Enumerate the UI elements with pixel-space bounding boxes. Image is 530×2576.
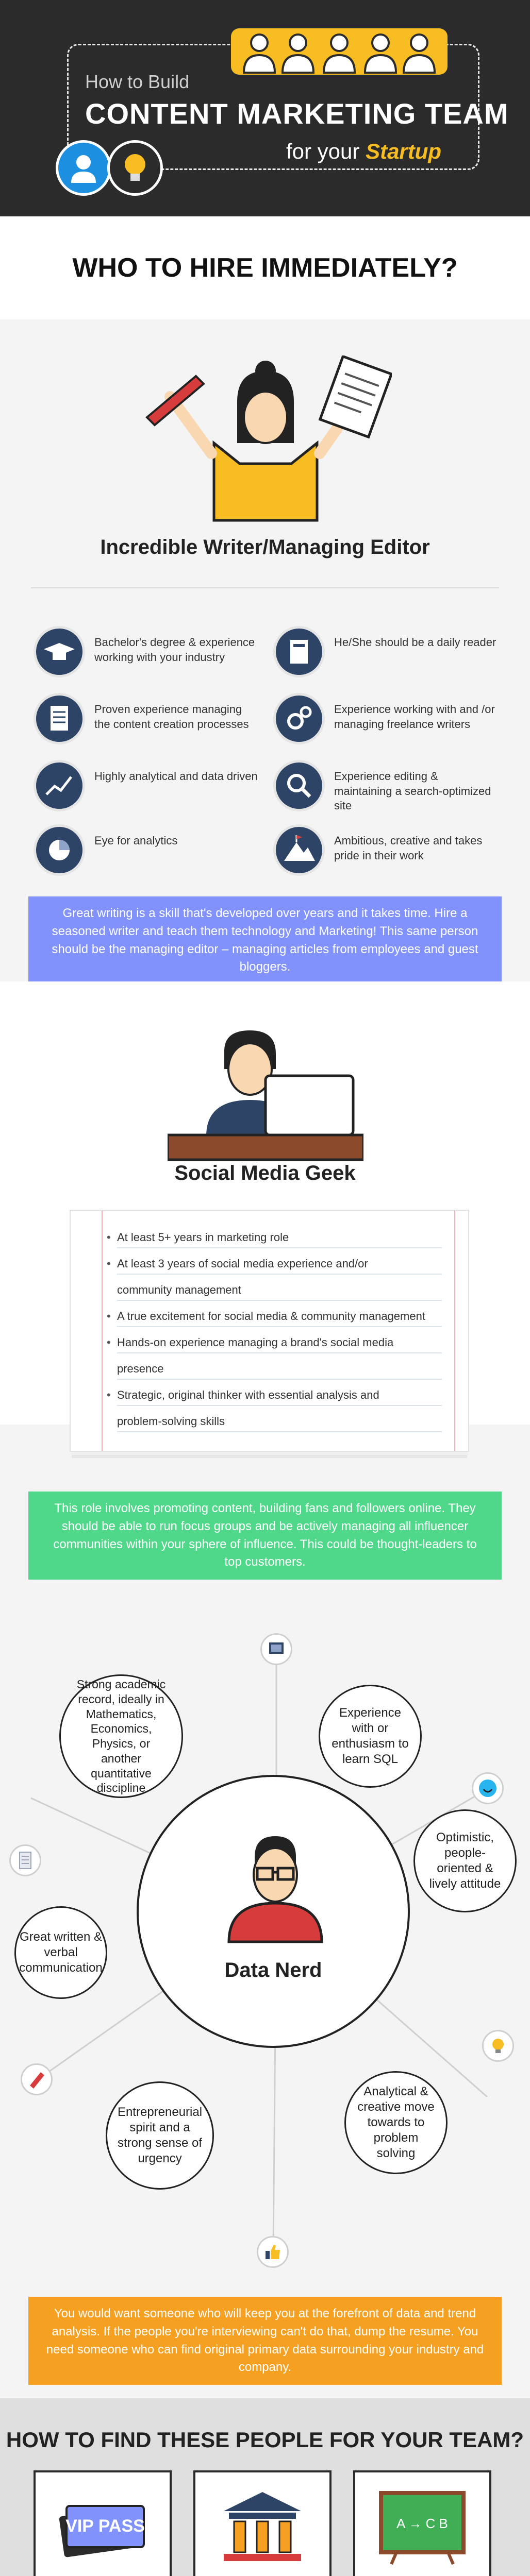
pencil-icon (21, 2063, 53, 2095)
gears-icon (273, 693, 325, 744)
nerd-title: Data Nerd (224, 1959, 322, 1981)
find-card-train (353, 2470, 491, 2576)
team-people-icon (231, 28, 448, 75)
nerd-trait: Entrepreneurial spirit and a strong sense of urgency (106, 2081, 214, 2190)
divider (31, 587, 499, 588)
book-icon (273, 626, 325, 677)
social-summary-band: This role involves promoting content, building fans and followers online. They should be able to run focus groups and be actively managing all influencer communities within your sphere of influence. This could be thought-leaders to top customers. (28, 1492, 502, 1580)
notepad-icon (9, 1844, 41, 1876)
university-icon (219, 2488, 306, 2565)
header-subtitle-prefix: for your (286, 139, 360, 163)
notepad-margin (454, 1211, 455, 1451)
header-subtitle-highlight: Startup (366, 139, 442, 163)
lightbulb-circle-icon (107, 140, 163, 196)
data-nerd-avatar (213, 1831, 337, 1944)
header-pre-title: How to Build (85, 71, 190, 92)
nerd-trait: Experience with or enthusiasm to learn SQL (319, 1685, 422, 1788)
social-requirement: • Strategic, original thinker with essential analysis and (117, 1380, 442, 1406)
social-geek-illustration (168, 1030, 363, 1162)
thumbs-up-icon (257, 2236, 289, 2268)
pie-chart-icon (34, 824, 85, 876)
social-notepad (70, 1210, 469, 1452)
document-icon (34, 693, 85, 744)
writer-feature (273, 760, 500, 817)
social-requirement: • At least 5+ years in marketing role (117, 1222, 442, 1248)
magnifier-icon (273, 760, 325, 811)
social-requirement: • Hands-on experience managing a brand's social media (117, 1327, 442, 1353)
writer-feature-text: Ambitious, creative and takes pride in their work (334, 834, 483, 862)
writer-feature (34, 693, 260, 750)
mountain-flag-icon (273, 824, 325, 876)
nerd-trait: Optimistic, people-oriented & lively attitude (413, 1809, 517, 1912)
team-people-bar (231, 28, 448, 75)
social-title: Social Media Geek (174, 1162, 356, 1184)
find-card-events (34, 2470, 172, 2576)
social-requirement: problem-solving skills (117, 1406, 442, 1432)
writer-title: Incredible Writer/Managing Editor (100, 536, 430, 558)
lightbulb-icon (482, 2030, 514, 2062)
find-card-universities (193, 2470, 332, 2576)
find-title: HOW TO FIND THESE PEOPLE FOR YOUR TEAM? (6, 2428, 524, 2452)
writer-feature-text: Experience editing & maintaining a search-optimized site (334, 770, 491, 812)
writer-feature (273, 626, 500, 683)
nerd-trait: Great written & verbal communication (14, 1906, 107, 1999)
writer-feature-text: Experience working with and /or managing freelance writers (334, 703, 495, 731)
social-requirement: • At least 3 years of social media experience and/or (117, 1248, 442, 1275)
writer-feature (273, 824, 500, 881)
chalkboard-icon (376, 2488, 469, 2565)
section-title: WHO TO HIRE IMMEDIATELY? (0, 216, 530, 319)
person-circle-icon (56, 140, 111, 196)
writer-feature (273, 693, 500, 750)
vip-pass-icon (56, 2496, 149, 2563)
writer-feature-text: Bachelor's degree & experience working with your industry (94, 636, 255, 664)
graduation-cap-icon (34, 626, 85, 677)
writer-feature-text: Highly analytical and data driven (94, 770, 258, 783)
writer-feature (34, 626, 260, 683)
nerd-summary-band: You would want someone who will keep you at the forefront of data and trend analysis. If the people you're interviewing can't do that, dump the resume. You need someone who can find original primary data surrounding your industry and company. (28, 2297, 502, 2385)
writer-feature (34, 760, 260, 817)
writer-feature-text: Eye for analytics (94, 834, 178, 847)
header-banner (0, 0, 530, 216)
notepad-margin (102, 1211, 103, 1451)
line-chart-icon (34, 760, 85, 811)
nerd-trait: Analytical & creative move towards to problem solving (344, 2071, 448, 2174)
writer-summary-band: Great writing is a skill that's developed over years and it takes time. Hire a seasoned writer and teach them technology and Marketing! This same person should be the managing editor – managing articles from employees and guest bloggers. (28, 896, 502, 985)
writer-feature-text: He/She should be a daily reader (334, 636, 496, 649)
smiley-icon (472, 1772, 504, 1804)
writer-illustration (139, 355, 392, 531)
tablet-icon (260, 1633, 292, 1665)
header-title: CONTENT MARKETING TEAM (85, 97, 509, 130)
nerd-trait: Strong academic record, ideally in Mathematics, Economics, Physics, or another quantitative discipline (59, 1674, 183, 1798)
header-subtitle (286, 139, 441, 164)
nerd-center-circle (137, 1775, 410, 2048)
social-requirement: presence (117, 1353, 442, 1380)
chalkboard-text: A → C B (396, 2516, 448, 2531)
writer-feature (34, 824, 260, 881)
social-requirement: community management (117, 1275, 442, 1301)
social-requirement: • A true excitement for social media & community management (117, 1301, 442, 1327)
vip-pass-text: VIP PASS (65, 2516, 145, 2536)
writer-feature-text: Proven experience managing the content creation processes (94, 703, 249, 731)
